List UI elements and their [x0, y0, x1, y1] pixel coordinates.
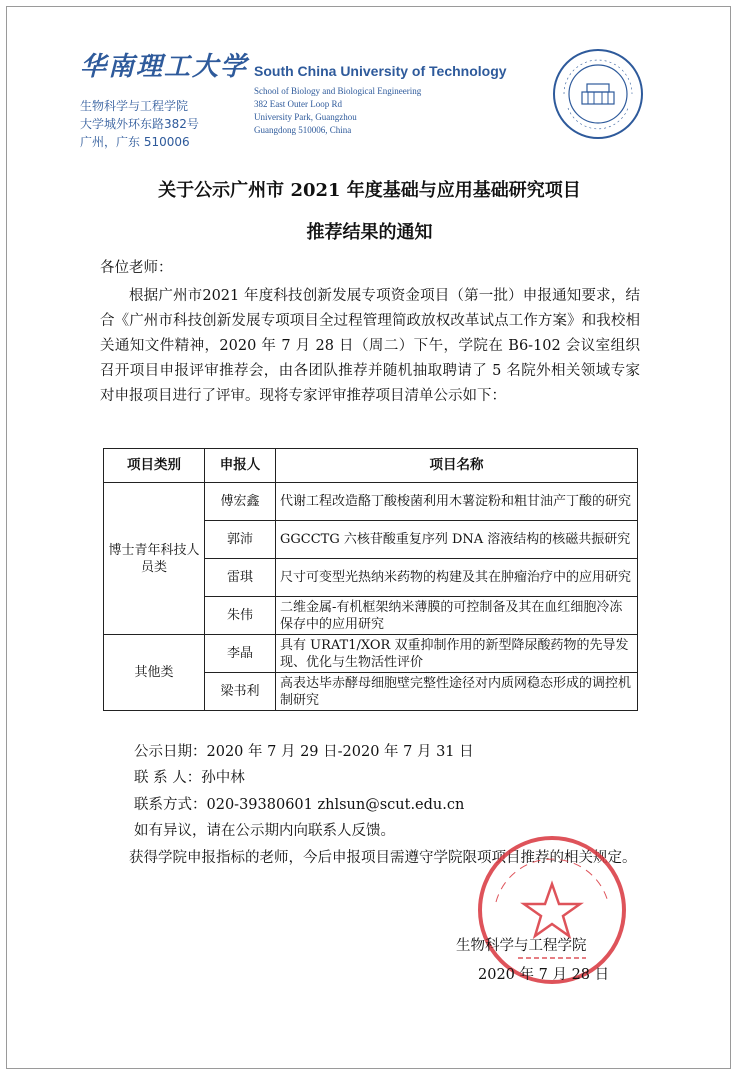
university-logo-calligraphy: 华南理工大学	[80, 52, 249, 82]
project-cell: 代谢工程改造酪丁酸梭菌利用木薯淀粉和粗甘油产丁酸的研究	[276, 483, 638, 521]
university-name-en: South China University of Technology	[254, 63, 507, 79]
salutation: 各位老师：	[100, 260, 173, 276]
school-name-en: School of Biology and Biological Engineering	[254, 86, 422, 96]
school-name-cn: 生物科学与工程学院	[80, 99, 189, 113]
address-cn: 大学城外环东路382号	[80, 117, 199, 131]
letterhead-chinese	[80, 46, 248, 151]
header-category: 项目类别	[104, 449, 205, 483]
signature-date: 2020 年 7 月 28 日	[478, 967, 610, 983]
applicant-cell: 梁书利	[205, 673, 276, 711]
closing-paragraph: 获得学院申报指标的老师，今后申报项目需遵守学院限项项目推荐的相关规定。	[129, 850, 637, 866]
objection-note: 如有异议，请在公示期内向联系人反馈。	[134, 823, 395, 839]
header-project: 项目名称	[276, 449, 638, 483]
applicant-cell: 郭沛	[205, 521, 276, 559]
project-cell: 高表达毕赤酵母细胞壁完整性途径对内质网稳态形成的调控机制研究	[276, 673, 638, 711]
university-seal-icon	[552, 48, 644, 140]
project-table	[103, 448, 638, 711]
project-cell: 二维金属-有机框架纳米薄膜的可控制备及其在血红细胞冷冻保存中的应用研究	[276, 597, 638, 635]
category-cell: 博士青年科技人员类	[104, 483, 205, 635]
table-row	[104, 483, 638, 521]
city-cn: 广州，广东 510006	[80, 135, 190, 149]
signature-org: 生物科学与工程学院	[456, 938, 587, 954]
project-cell: GGCCTG 六核苷酸重复序列 DNA 溶液结构的核磁共振研究	[276, 521, 638, 559]
notice-title-line2: 推荐结果的通知	[306, 222, 433, 243]
applicant-cell: 雷琪	[205, 559, 276, 597]
intro-paragraph: 根据广州市2021 年度科技创新发展专项资金项目（第一批）申报通知要求，结合《广州市科技创新发展专项项目全过程管理简政放权改革试点工作方案》和我校相关通知文件精神，2020 年 7 月 28 日（周二）下午，学院在 B6-102 会议室组织召开项目申报评审推荐会，由各团队推荐并随机抽取聘请了 5 名院外相关领域专家对申报项目进行了评审。现将专家评审推荐项目清单公示如下：	[100, 288, 640, 404]
area-en: University Park, Guangzhou	[254, 112, 357, 122]
table-row	[104, 635, 638, 673]
applicant-cell: 李晶	[205, 635, 276, 673]
letterhead-english	[254, 63, 507, 137]
category-cell: 其他类	[104, 635, 205, 711]
contact-method: 联系方式：020-39380601 zhlsun@scut.edu.cn	[134, 797, 465, 813]
contact-person: 联 系 人：孙中林	[134, 770, 245, 786]
notice-title-line1: 关于公示广州市 2021 年度基础与应用基础研究项目	[158, 180, 581, 201]
province-en: Guangdong 510006, China	[254, 125, 352, 135]
applicant-cell: 傅宏鑫	[205, 483, 276, 521]
public-date: 公示日期：2020 年 7 月 29 日-2020 年 7 月 31 日	[134, 744, 474, 760]
address-en: 382 East Outer Loop Rd	[254, 99, 342, 109]
header-applicant: 申报人	[205, 449, 276, 483]
project-cell: 尺寸可变型光热纳米药物的构建及其在肿瘤治疗中的应用研究	[276, 559, 638, 597]
project-cell: 具有 URAT1/XOR 双重抑制作用的新型降尿酸药物的先导发现、优化与生物活性评价	[276, 635, 638, 673]
applicant-cell: 朱伟	[205, 597, 276, 635]
